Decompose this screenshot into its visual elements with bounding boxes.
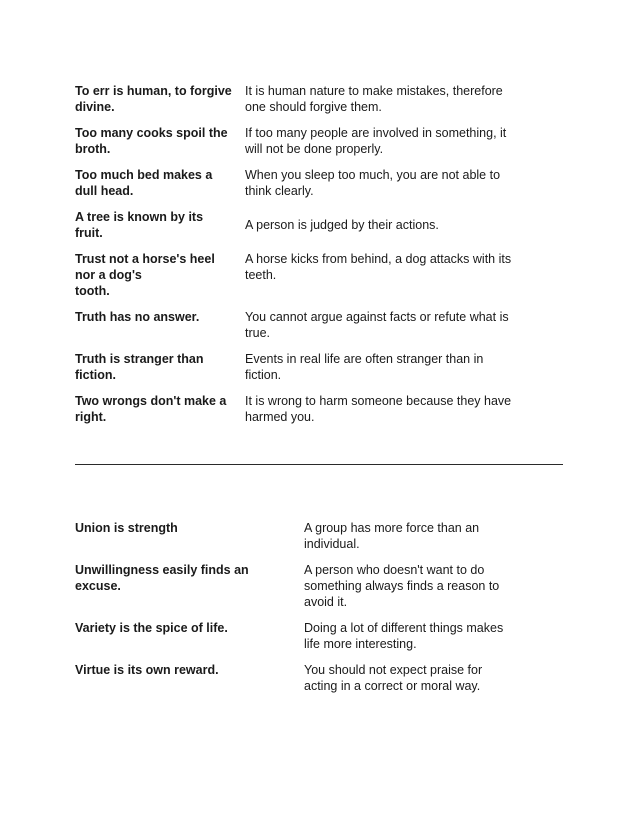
proverb bbox=[75, 309, 245, 341]
meaning-line: individual. bbox=[304, 537, 360, 551]
proverb-line: fiction. bbox=[75, 368, 116, 382]
meaning-line: It is wrong to harm someone because they have bbox=[245, 394, 512, 408]
proverb-line: Virtue is its own reward. bbox=[75, 663, 219, 677]
proverb bbox=[75, 209, 245, 241]
proverb-line: tooth. bbox=[75, 284, 110, 298]
meaning-line: harmed you. bbox=[245, 410, 315, 424]
proverb-line: Trust not a horse's heel bbox=[75, 252, 215, 266]
meaning-line: You should not expect praise for bbox=[304, 663, 483, 677]
horizontal-divider bbox=[75, 464, 563, 465]
table-row bbox=[75, 662, 545, 694]
meaning-line: A horse kicks from behind, a dog attacks with its bbox=[245, 252, 512, 266]
proverb-line: right. bbox=[75, 410, 107, 424]
meaning-line: Doing a lot of different things makes bbox=[304, 621, 504, 635]
meaning-line: avoid it. bbox=[304, 595, 348, 609]
proverb-line: Unwillingness easily finds an bbox=[75, 563, 249, 577]
table-row bbox=[75, 393, 545, 425]
table-row bbox=[75, 251, 545, 299]
proverb bbox=[75, 562, 304, 610]
proverb-line: dull head. bbox=[75, 184, 134, 198]
meaning-line: fiction. bbox=[245, 368, 282, 382]
meaning bbox=[245, 83, 530, 115]
meaning bbox=[245, 251, 530, 299]
meaning bbox=[304, 662, 509, 694]
table-row bbox=[75, 520, 545, 552]
meaning bbox=[245, 125, 530, 157]
meaning-line: will not be done properly. bbox=[245, 142, 384, 156]
proverb bbox=[75, 351, 245, 383]
meaning-line: one should forgive them. bbox=[245, 100, 382, 114]
proverb-line: Truth has no answer. bbox=[75, 310, 200, 324]
meaning-line: acting in a correct or moral way. bbox=[304, 679, 481, 693]
proverb-line: nor a dog's bbox=[75, 268, 142, 282]
proverb-line: A tree is known by its bbox=[75, 210, 204, 224]
proverb bbox=[75, 125, 245, 157]
meaning-line: It is human nature to make mistakes, therefore bbox=[245, 84, 503, 98]
meaning bbox=[245, 217, 530, 233]
meaning bbox=[245, 393, 530, 425]
table-row bbox=[75, 209, 545, 241]
meaning-line: teeth. bbox=[245, 268, 277, 282]
meaning-line: A person who doesn't want to do bbox=[304, 563, 485, 577]
proverb bbox=[75, 83, 245, 115]
proverb bbox=[75, 520, 304, 552]
table-row bbox=[75, 309, 545, 341]
table-row bbox=[75, 562, 545, 610]
meaning bbox=[245, 351, 530, 383]
proverb-line: Too much bed makes a bbox=[75, 168, 213, 182]
table-row bbox=[75, 351, 545, 383]
proverb-line: Truth is stranger than bbox=[75, 352, 204, 366]
proverb bbox=[75, 393, 245, 425]
proverb bbox=[75, 251, 245, 299]
meaning-line: Events in real life are often stranger than in bbox=[245, 352, 484, 366]
table-row bbox=[75, 620, 545, 652]
meaning bbox=[304, 620, 509, 652]
meaning-line: think clearly. bbox=[245, 184, 314, 198]
proverb-line: Two wrongs don't make a bbox=[75, 394, 227, 408]
meaning bbox=[304, 520, 509, 552]
proverbs-table-2 bbox=[75, 520, 545, 704]
meaning bbox=[304, 562, 509, 610]
meaning-line: When you sleep too much, you are not able to bbox=[245, 168, 501, 182]
table-row bbox=[75, 125, 545, 157]
meaning-line: something always finds a reason to bbox=[304, 579, 500, 593]
meaning-line: You cannot argue against facts or refute what is bbox=[245, 310, 509, 324]
proverb-line: excuse. bbox=[75, 579, 121, 593]
proverb-line: Too many cooks spoil the bbox=[75, 126, 228, 140]
proverbs-table-1 bbox=[75, 83, 545, 435]
proverb bbox=[75, 167, 245, 199]
meaning-line: A group has more force than an bbox=[304, 521, 480, 535]
proverb-line: Variety is the spice of life. bbox=[75, 621, 228, 635]
meaning-line: true. bbox=[245, 326, 271, 340]
proverb-line: To err is human, to forgive bbox=[75, 84, 232, 98]
proverb bbox=[75, 662, 304, 694]
table-row bbox=[75, 83, 545, 115]
proverb-line: divine. bbox=[75, 100, 115, 114]
meaning-line: A person is judged by their actions. bbox=[245, 218, 439, 232]
table-row bbox=[75, 167, 545, 199]
proverb-line: fruit. bbox=[75, 226, 103, 240]
proverb bbox=[75, 620, 304, 652]
meaning-line: life more interesting. bbox=[304, 637, 417, 651]
proverb-line: broth. bbox=[75, 142, 111, 156]
meaning bbox=[245, 167, 530, 199]
meaning bbox=[245, 309, 530, 341]
meaning-line: If too many people are involved in something, it bbox=[245, 126, 507, 140]
proverb-line: Union is strength bbox=[75, 521, 178, 535]
